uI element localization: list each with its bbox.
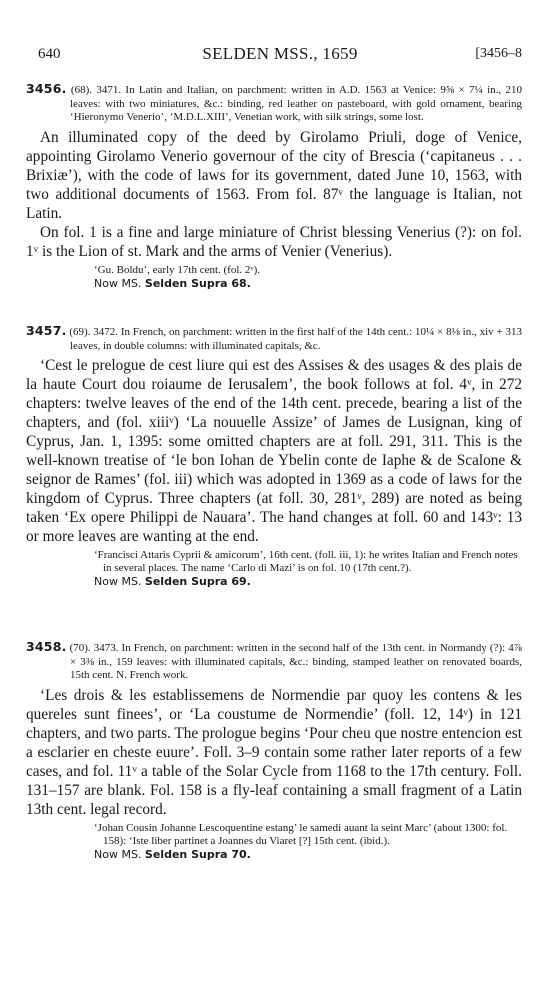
shelfmark <box>26 575 522 589</box>
entry-range: [3456–8 <box>475 46 522 61</box>
provenance-note: ‘Francisci Attaris Cyprii & amicorum’, 16th cent. (foll. iii, 1): he writes Italian and French notes in several places. The name ‘Carlo di Mazi’ is on fol. 10 (17th cent.?). <box>94 549 518 574</box>
entry-meta: (70). 3473. In French, on parchment: written in the second half of the 13th cent. in Normandy (?): 4⅞ × 3⅜ in., 159 leaves: with illuminated capitals, &c.: binding, stamped leather on renovated boards, 15th cent. N. French work. <box>69 642 522 681</box>
shelfmark-prefix: Now MS. <box>94 575 145 588</box>
shelfmark-value: Selden Supra 68. <box>144 276 251 290</box>
entry-paragraph: ‘Cest le prelogue de cest liure qui est des Assises & des usages & des plais de la haute Court dou roiaume de Ierusalem’, the book follows at fol. 4ᵛ, in 272 chapters: twelve leaves of the end of the 14th cent. precede, bearing a list of the chapters, and (fol. xiiiᵛ) ‘La nouuelle Assize’ of James de Lusignan, king of Cyprus, Jan. 1, 1395: some omitted chapters are at foll. 291, 311. This is the well-known treatise of ‘le bon Iohan de Ybelin conte de Iaphe & de Scalone & seignor de Rames’ (fol. iii) which was adopted in 1369 as a code of laws for the kingdom of Cyprus. Three chapters (at foll. 30, 281ᵛ, 289) are noted as being taken ‘Ex opere Philippi de Nauara’. The hand changes at foll. 60 and 143ᵛ: 13 or more leaves are wanting at the end. <box>26 357 522 545</box>
entry-number: 3458. <box>26 639 67 654</box>
page-number: 640 <box>38 46 61 62</box>
shelfmark <box>26 277 522 291</box>
page-title: SELDEN MSS., 1659 <box>202 44 358 63</box>
entry-3456 <box>26 82 522 291</box>
entry-description <box>26 324 522 353</box>
entry-number: 3457. <box>26 323 67 338</box>
entry-meta: (69). 3472. In French, on parchment: written in the first half of the 14th cent.: 10¼ × 8⅛ in., xiv + 313 leaves, in double columns: with illuminated capitals, &c. <box>69 326 523 352</box>
shelfmark-value: Selden Supra 70. <box>144 847 251 861</box>
entry-3457 <box>26 324 522 589</box>
entry-paragraph: ‘Les drois & les establissemens de Normendie par quoy les contens & les quereles sunt finees’, or ‘La coustume de Normendie’ (foll. 12, 14ᵛ) in 121 chapters, and two parts. The prologue begins ‘Pour cheu que nostre entencion est a esclarier en cheste euure’. Foll. 3–9 contain some rather later reports of a few cases, and fol. 11ᵛ a table of the Solar Cycle from 1168 to the 17th century. Foll. 131–157 are blank. Fol. 158 is a fly-leaf containing a small fragment of a Latin 13th cent. legal record. <box>26 686 522 818</box>
entry-description <box>26 82 522 125</box>
shelfmark-prefix: Now MS. <box>94 276 145 290</box>
running-header <box>38 44 522 66</box>
provenance-note: ‘Johan Cousin Johanne Lescoquentine estang’ le samedi auant la seint Marc’ (about 1300: fol. 158): ‘Iste liber partinet a Joannes du Viaret [?] 15th cent. (ibid.). <box>94 821 508 847</box>
entry-meta: (68). 3471. In Latin and Italian, on parchment: written in A.D. 1563 at Venice: 9⅝ × 7¼ in., 210 leaves: with two miniatures, &c.: binding, red leather on pasteboard, with gold ornament, bearing ‘Hieronymo Venerio’, ‘M.D.L.XIII’, Venetian work, with silk strings, some lost. <box>70 84 523 123</box>
entry-description <box>26 640 522 683</box>
entry-number: 3456. <box>26 81 67 96</box>
shelfmark-value: Selden Supra 69. <box>144 575 251 588</box>
shelfmark <box>26 848 522 862</box>
provenance-note: ‘Gu. Boldu’, early 17th cent. (fol. 2ᵛ). <box>94 263 261 276</box>
shelfmark-prefix: Now MS. <box>94 847 145 861</box>
entry-paragraph: On fol. 1 is a fine and large miniature of Christ blessing Venerius (?): on fol. 1ᵛ is the Lion of st. Mark and the arms of Venier (Venerius). <box>26 223 522 260</box>
entry-paragraph: An illuminated copy of the deed by Girolamo Priuli, doge of Venice, appointing Girolamo Venerio governour of the city of Brescia (‘capitaneus . . . Brixiæ’), with the code of laws for its government, dated June 10, 1563, with two additional documents of 1563. From fol. 87ᵛ the language is Italian, not Latin. <box>26 128 522 222</box>
entry-3458 <box>26 640 522 862</box>
